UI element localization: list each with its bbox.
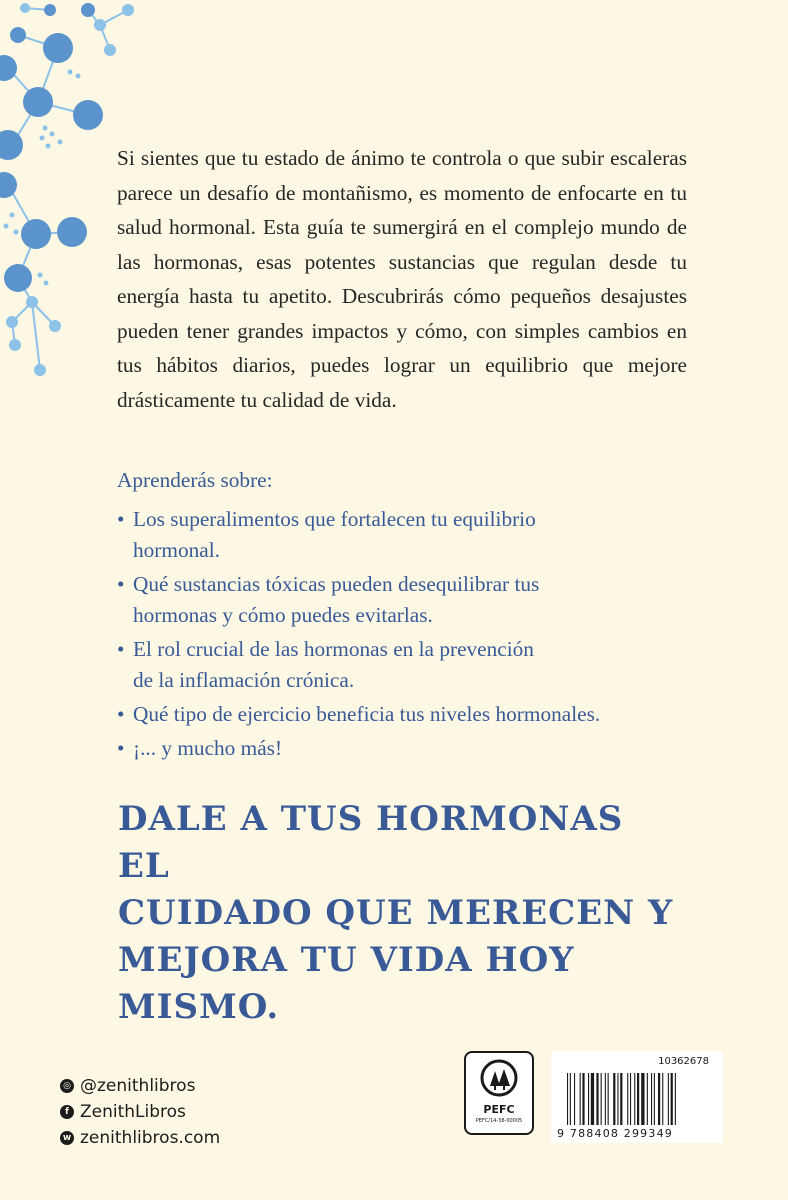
social-web[interactable] xyxy=(60,1126,220,1150)
bullet-dot: • xyxy=(117,507,125,531)
cta-headline: DALE A TUS HORMONAS EL CUIDADO QUE MERECEN Y MEJORA TU VIDA HOY MISMO. xyxy=(118,799,674,1027)
pefc-tree-icon xyxy=(479,1059,519,1097)
list-item-text: Los superalimentos que fortalecen tu equilibrio hormonal. xyxy=(133,507,536,562)
barcode-top-number: 10362678 xyxy=(658,1056,709,1067)
list-item xyxy=(117,504,717,566)
pefc-logo xyxy=(464,1051,534,1135)
bullet-dot: • xyxy=(117,702,125,726)
list-item-text: Qué sustancias tóxicas pueden desequilibrar tus hormonas y cómo puedes evitarlas. xyxy=(133,572,540,627)
list-item xyxy=(117,569,717,631)
bullet-dot: • xyxy=(117,736,125,760)
description-paragraph: Si sientes que tu estado de ánimo te controla o que subir escaleras parece un desafío de montañismo, es momento de enfocarte en tu salud hormonal. Esta guía te sumergirá en el complejo mundo de las hormonas, esas potentes sustancias que regulan desde tu energía hasta tu apetito. Descubrirás cómo pequeños desajustes pueden tener grandes impactos y cómo, con simples cambios en tus hábitos diarios, puedes lograr un equilibrio que mejore drásticamente tu calidad de vida. xyxy=(117,146,687,412)
list-item xyxy=(117,733,717,764)
list-item-text: ¡... y mucho más! xyxy=(133,736,283,760)
bullet-dot: • xyxy=(117,572,125,596)
barcode-isbn: 9 788408 299349 xyxy=(557,1127,673,1140)
bullet-dot: • xyxy=(117,637,125,661)
learn-heading: Aprenderás sobre: xyxy=(117,468,273,492)
web-icon: w xyxy=(60,1131,74,1145)
learn-list xyxy=(117,504,717,767)
website-url: zenithlibros.com xyxy=(80,1128,221,1148)
list-item xyxy=(117,634,717,696)
barcode-bars xyxy=(567,1073,717,1125)
list-item-text: Qué tipo de ejercicio beneficia tus niveles hormonales. xyxy=(133,702,601,726)
social-instagram[interactable] xyxy=(60,1074,220,1098)
facebook-handle: ZenithLibros xyxy=(80,1102,186,1122)
social-links xyxy=(60,1074,220,1152)
social-facebook[interactable] xyxy=(60,1100,220,1124)
instagram-icon: ◎ xyxy=(60,1079,74,1093)
list-item-text: El rol crucial de las hormonas en la prevención de la inflamación crónica. xyxy=(133,637,534,692)
barcode xyxy=(551,1051,723,1143)
pefc-code: PEFC/14-38-00005 xyxy=(475,1118,523,1124)
pefc-name: PEFC xyxy=(483,1103,515,1116)
instagram-handle: @zenithlibros xyxy=(80,1076,196,1096)
facebook-icon: f xyxy=(60,1105,74,1119)
list-item xyxy=(117,699,717,730)
